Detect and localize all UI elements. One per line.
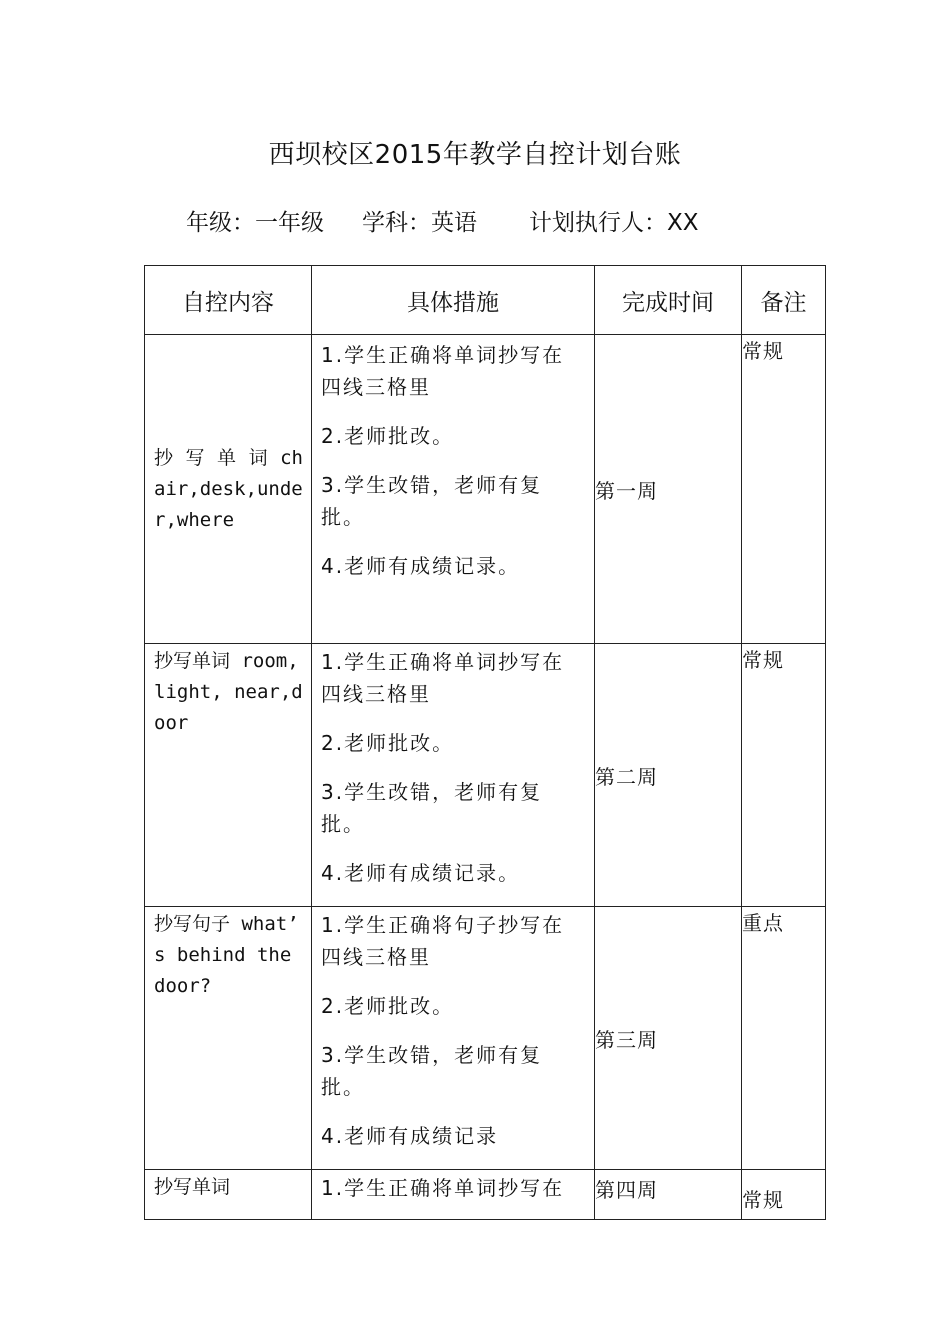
measures-cell: [312, 907, 595, 1170]
subject-label: 学科：英语: [362, 210, 477, 236]
measure-item: 3.学生改错，老师有复批。: [321, 1043, 543, 1099]
content-cell: [145, 335, 312, 644]
measure-item: 1.学生正确将单词抄写在: [321, 1176, 565, 1200]
content-cell: [145, 1170, 312, 1220]
note-cell: 常规: [742, 335, 826, 644]
measure-item: 2.老师批改。: [321, 424, 455, 448]
measure-item: 4.老师有成绩记录。: [321, 554, 521, 578]
measure-item: 4.老师有成绩记录。: [321, 861, 521, 885]
table-row: [145, 907, 826, 1170]
header-time: 完成时间: [595, 266, 742, 335]
content-text: 抄 写 单 词 chair,desk,under,where: [154, 446, 303, 531]
table-row: [145, 1170, 826, 1220]
measure-item: 4.老师有成绩记录: [321, 1124, 499, 1148]
table-header-row: [145, 266, 826, 335]
measures-cell: [312, 644, 595, 907]
note-cell: 重点: [742, 907, 826, 1170]
content-text: 抄写单词 room,light, near,door: [154, 650, 303, 734]
measure-item: 2.老师批改。: [321, 731, 455, 755]
table-row: [145, 335, 826, 644]
header-content: 自控内容: [145, 266, 312, 335]
time-cell: 第四周: [595, 1170, 742, 1220]
content-cell: [145, 907, 312, 1170]
measure-item: 1.学生正确将句子抄写在四线三格里: [321, 913, 565, 969]
measures-cell: [312, 1170, 595, 1220]
time-cell: 第一周: [595, 335, 742, 644]
time-cell: 第二周: [595, 644, 742, 907]
measure-item: 3.学生改错，老师有复批。: [321, 780, 543, 836]
table-row: [145, 644, 826, 907]
executor-label: 计划执行人：XX: [529, 210, 699, 236]
content-cell: [145, 644, 312, 907]
content-text: 抄写句子 what’ s behind the door?: [154, 913, 299, 997]
time-cell: 第三周: [595, 907, 742, 1170]
page-title: 西坝校区2015年教学自控计划台账: [268, 140, 682, 170]
note-cell: 常规: [742, 644, 826, 907]
grade-label: 年级：一年级: [186, 210, 324, 236]
measure-item: 3.学生改错，老师有复批。: [321, 473, 543, 529]
measure-item: 2.老师批改。: [321, 994, 455, 1018]
measure-item: 1.学生正确将单词抄写在四线三格里: [321, 343, 565, 399]
note-cell: 常规: [742, 1170, 826, 1220]
measure-item: 1.学生正确将单词抄写在四线三格里: [321, 650, 565, 706]
content-text: 抄写单词: [154, 1176, 231, 1198]
plan-info: [186, 204, 699, 237]
header-note: 备注: [742, 266, 826, 335]
control-plan-table: [144, 265, 826, 1220]
measures-cell: [312, 335, 595, 644]
header-measures: 具体措施: [312, 266, 595, 335]
